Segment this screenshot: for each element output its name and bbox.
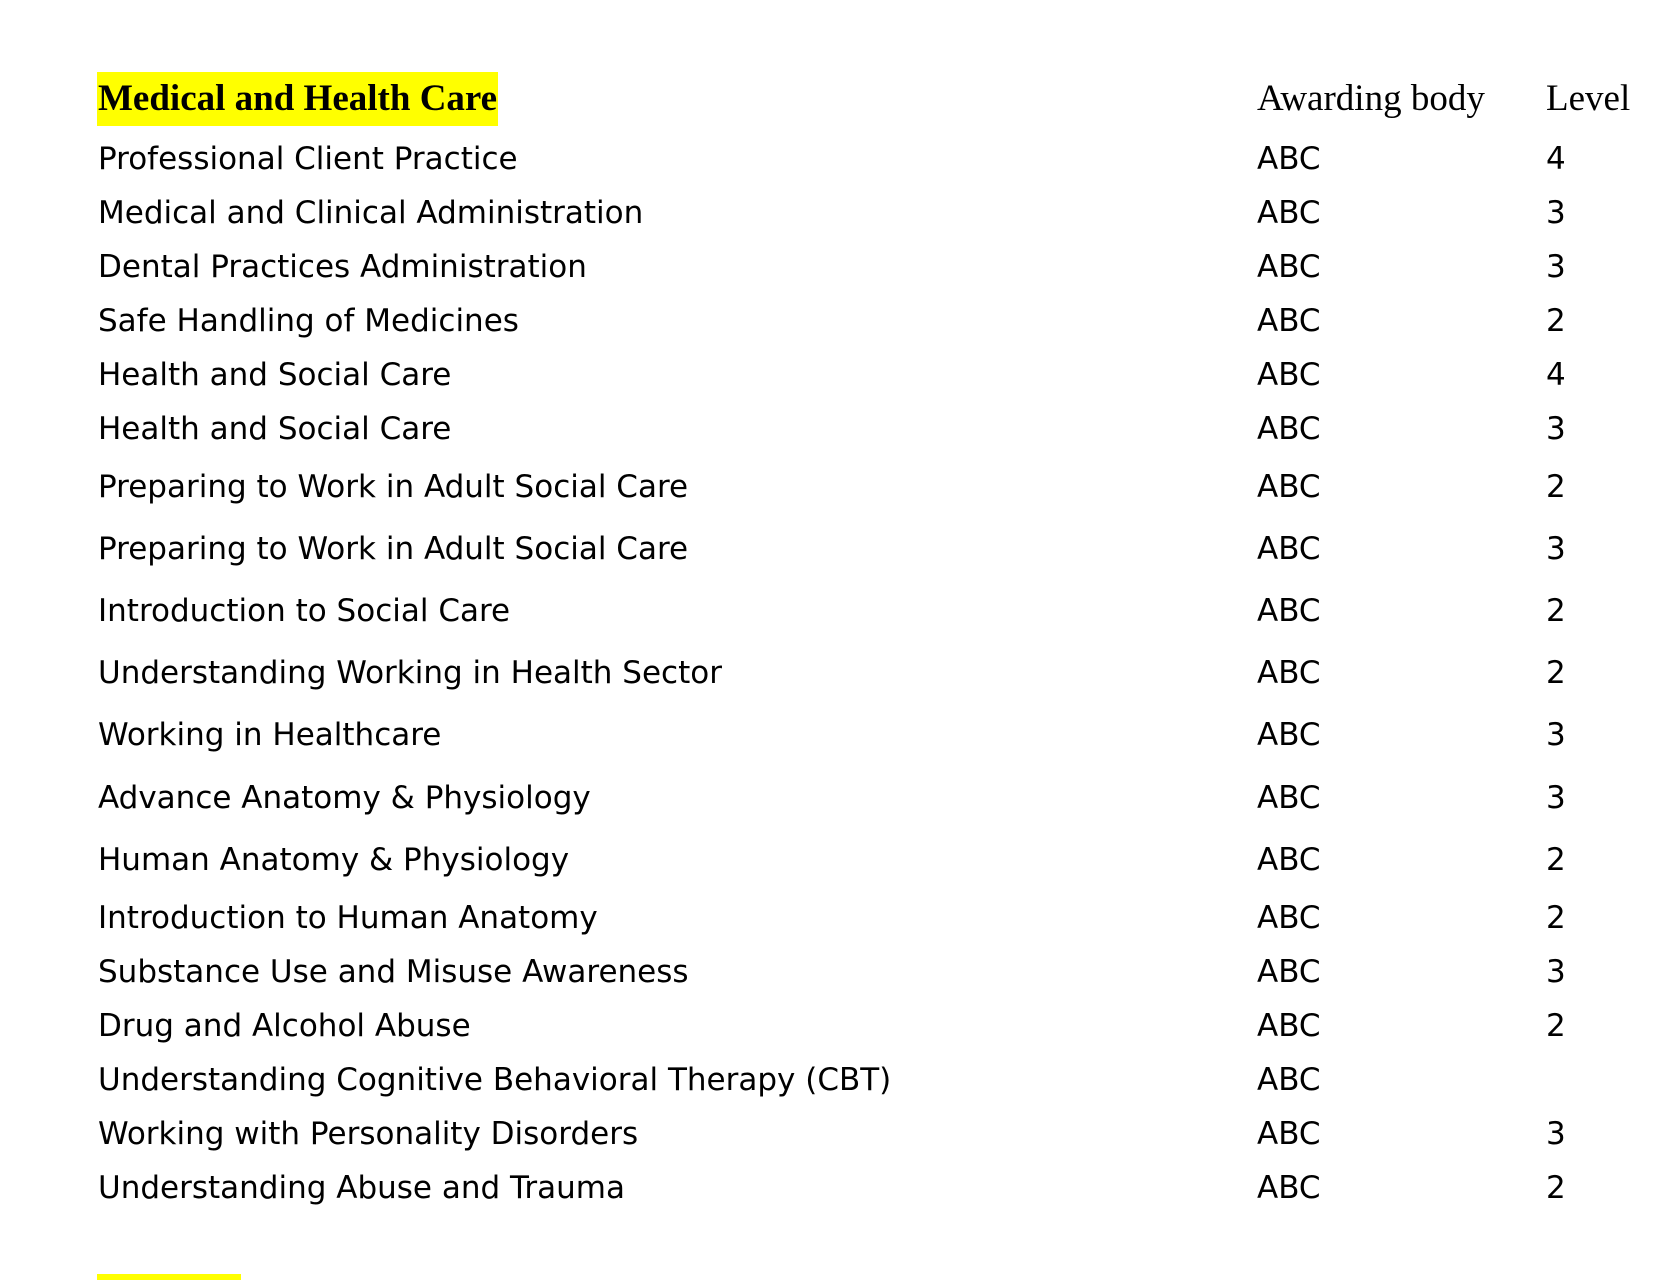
course-row bbox=[0, 945, 1679, 999]
course-level: 3 bbox=[1546, 531, 1566, 567]
course-level: 2 bbox=[1546, 900, 1566, 936]
course-awarding-body: ABC bbox=[1257, 141, 1321, 177]
course-awarding-body: ABC bbox=[1257, 780, 1321, 816]
course-awarding-body: ABC bbox=[1257, 1062, 1321, 1098]
course-awarding-body: ABC bbox=[1257, 411, 1321, 447]
course-name: Health and Social Care bbox=[98, 411, 452, 447]
course-row bbox=[0, 348, 1679, 402]
course-row bbox=[0, 708, 1679, 762]
course-level: 2 bbox=[1546, 842, 1566, 878]
section-header bbox=[0, 72, 1679, 126]
course-awarding-body: ABC bbox=[1257, 1170, 1321, 1206]
course-row bbox=[0, 646, 1679, 700]
course-level: 4 bbox=[1546, 357, 1566, 393]
course-level: 3 bbox=[1546, 249, 1566, 285]
course-awarding-body: ABC bbox=[1257, 357, 1321, 393]
course-row bbox=[0, 833, 1679, 887]
course-row bbox=[0, 771, 1679, 825]
course-level: 2 bbox=[1546, 303, 1566, 339]
course-awarding-body: ABC bbox=[1257, 469, 1321, 505]
course-name: Advance Anatomy & Physiology bbox=[98, 780, 591, 816]
course-level: 4 bbox=[1546, 141, 1566, 177]
course-name: Understanding Abuse and Trauma bbox=[98, 1170, 625, 1206]
course-awarding-body: ABC bbox=[1257, 531, 1321, 567]
course-awarding-body: ABC bbox=[1257, 954, 1321, 990]
course-row bbox=[0, 584, 1679, 638]
course-row bbox=[0, 460, 1679, 514]
level-header: Level bbox=[1546, 78, 1631, 119]
course-name: Working in Healthcare bbox=[98, 717, 442, 753]
course-level: 3 bbox=[1546, 411, 1566, 447]
course-row bbox=[0, 402, 1679, 456]
course-level: 2 bbox=[1546, 1170, 1566, 1206]
course-level: 3 bbox=[1546, 195, 1566, 231]
course-name: Drug and Alcohol Abuse bbox=[98, 1008, 471, 1044]
course-row bbox=[0, 891, 1679, 945]
course-awarding-body: ABC bbox=[1257, 655, 1321, 691]
course-awarding-body: ABC bbox=[1257, 1008, 1321, 1044]
course-name: Dental Practices Administration bbox=[98, 249, 587, 285]
course-row bbox=[0, 186, 1679, 240]
course-name: Understanding Working in Health Sector bbox=[98, 655, 722, 691]
course-level: 2 bbox=[1546, 469, 1566, 505]
course-awarding-body: ABC bbox=[1257, 717, 1321, 753]
course-awarding-body: ABC bbox=[1257, 900, 1321, 936]
course-level: 3 bbox=[1546, 780, 1566, 816]
highlight-mark bbox=[97, 1274, 241, 1280]
course-name: Human Anatomy & Physiology bbox=[98, 842, 570, 878]
course-row bbox=[0, 1053, 1679, 1107]
course-awarding-body: ABC bbox=[1257, 593, 1321, 629]
course-awarding-body: ABC bbox=[1257, 1116, 1321, 1152]
course-level: 2 bbox=[1546, 1008, 1566, 1044]
course-row bbox=[0, 1161, 1679, 1215]
course-name: Working with Personality Disorders bbox=[98, 1116, 639, 1152]
course-awarding-body: ABC bbox=[1257, 195, 1321, 231]
course-row bbox=[0, 132, 1679, 186]
course-level: 2 bbox=[1546, 655, 1566, 691]
course-row bbox=[0, 522, 1679, 576]
course-name: Understanding Cognitive Behavioral Therapy (CBT) bbox=[98, 1062, 892, 1098]
course-row bbox=[0, 294, 1679, 348]
course-row bbox=[0, 240, 1679, 294]
course-name: Preparing to Work in Adult Social Care bbox=[98, 469, 689, 505]
awarding-body-header: Awarding body bbox=[1257, 78, 1485, 119]
course-row bbox=[0, 1107, 1679, 1161]
section-title: Medical and Health Care bbox=[97, 72, 498, 126]
course-name: Introduction to Social Care bbox=[98, 593, 511, 629]
course-name: Substance Use and Misuse Awareness bbox=[98, 954, 689, 990]
course-level: 3 bbox=[1546, 1116, 1566, 1152]
course-name: Medical and Clinical Administration bbox=[98, 195, 644, 231]
course-level: 3 bbox=[1546, 717, 1566, 753]
course-level: 2 bbox=[1546, 593, 1566, 629]
course-name: Preparing to Work in Adult Social Care bbox=[98, 531, 689, 567]
course-awarding-body: ABC bbox=[1257, 303, 1321, 339]
course-name: Introduction to Human Anatomy bbox=[98, 900, 598, 936]
course-name: Professional Client Practice bbox=[98, 141, 518, 177]
course-awarding-body: ABC bbox=[1257, 249, 1321, 285]
course-row bbox=[0, 999, 1679, 1053]
course-name: Safe Handling of Medicines bbox=[98, 303, 519, 339]
course-level: 3 bbox=[1546, 954, 1566, 990]
course-name: Health and Social Care bbox=[98, 357, 452, 393]
course-awarding-body: ABC bbox=[1257, 842, 1321, 878]
